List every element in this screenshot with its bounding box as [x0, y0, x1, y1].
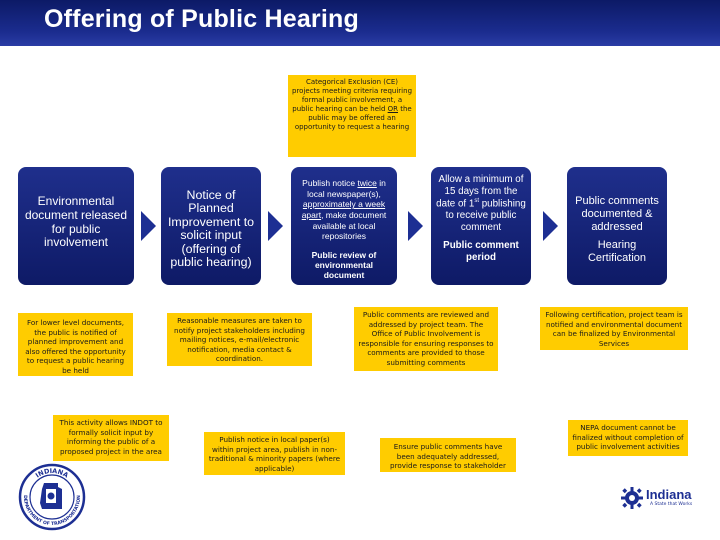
brand-name: Indiana — [646, 487, 692, 502]
arrow-1 — [141, 211, 156, 241]
note-ensure: Ensure public comments have been adequately addressed, provide response to stakeholder — [380, 438, 516, 472]
certification-text: Hearing Certification — [587, 238, 647, 264]
note-nepa: NEPA document cannot be finalized without completion of public involvement activities — [568, 420, 688, 456]
publish-p1: Publish notice — [302, 178, 358, 188]
gear-icon — [620, 486, 644, 510]
note-reasonable: Reasonable measures are taken to notify project stakeholders including mailing notices, e-mail/electronic notification, media contact & coordination. — [167, 313, 312, 366]
publish-p2: in local newspaper(s), — [307, 178, 386, 199]
arrow-4 — [543, 211, 558, 241]
ce-note — [288, 75, 416, 157]
ce-note-or: OR — [387, 104, 399, 113]
allow-box — [431, 167, 531, 285]
ce-note-pre: Categorical Exclusion (CE) projects meeting criteria requiring formal public involvement, a public hearing can be held — [292, 78, 413, 113]
env-document-box — [18, 167, 134, 285]
comments-box — [567, 167, 667, 285]
seal-top-text: INDIANA — [34, 466, 70, 480]
brand-tagline: A State that Works — [650, 502, 693, 507]
publish-box — [291, 167, 397, 285]
comments-text: Public comments documented & addressed — [575, 195, 659, 233]
allow-text1: Allow a minimum of 15 days from the date of 1 — [436, 174, 524, 210]
note-indot: This activity allows INDOT to formally solicit input by informing the public of a proposed project in the area — [53, 415, 169, 461]
note-reviewed: Public comments are reviewed and addressed by project team. The Office of Public Involvement is responsible for ensuring responses to comments are provided to those submitting comments — [354, 307, 498, 371]
notice-text: Notice of Planned Improvement to solicit input (offering of public hearing) — [167, 188, 255, 269]
publish-p2u: approximately a week apart — [301, 199, 386, 220]
allow-sup: st — [474, 197, 479, 204]
page-title: Offering of Public Hearing — [44, 5, 359, 33]
allow-text2: publishing to receive public comment — [445, 198, 526, 234]
allow-text — [435, 174, 527, 234]
arrow-2 — [268, 211, 283, 241]
seal-bottom-text: DEPARTMENT OF TRANSPORTATION — [21, 495, 83, 528]
publish-p1u: twice — [357, 178, 377, 188]
publish-text — [295, 178, 393, 242]
publish-bold: Public review of environmental document — [311, 249, 377, 281]
allow-bold: Public comment period — [443, 239, 519, 263]
title-bar — [0, 0, 720, 46]
env-document-text: Environmental document released for public involvement — [24, 194, 128, 250]
notice-box — [161, 167, 261, 285]
note-following: Following certification, project team is notified and environmental document can be finalized by Environmental Services — [540, 307, 688, 350]
arrow-3 — [408, 211, 423, 241]
ce-note-post: the public may be offered an opportunity to request a hearing — [294, 104, 412, 131]
indot-seal-logo — [18, 463, 86, 531]
note-local-paper: Publish notice in local paper(s) within project area, publish in non-traditional & minority papers (where applicable) — [204, 432, 345, 475]
publish-p3: , make document available at local repositories — [312, 209, 387, 242]
note-lower-level: For lower level documents, the public is notified of planned improvement and also offered the opportunity to request a public hearing be held — [18, 313, 133, 376]
